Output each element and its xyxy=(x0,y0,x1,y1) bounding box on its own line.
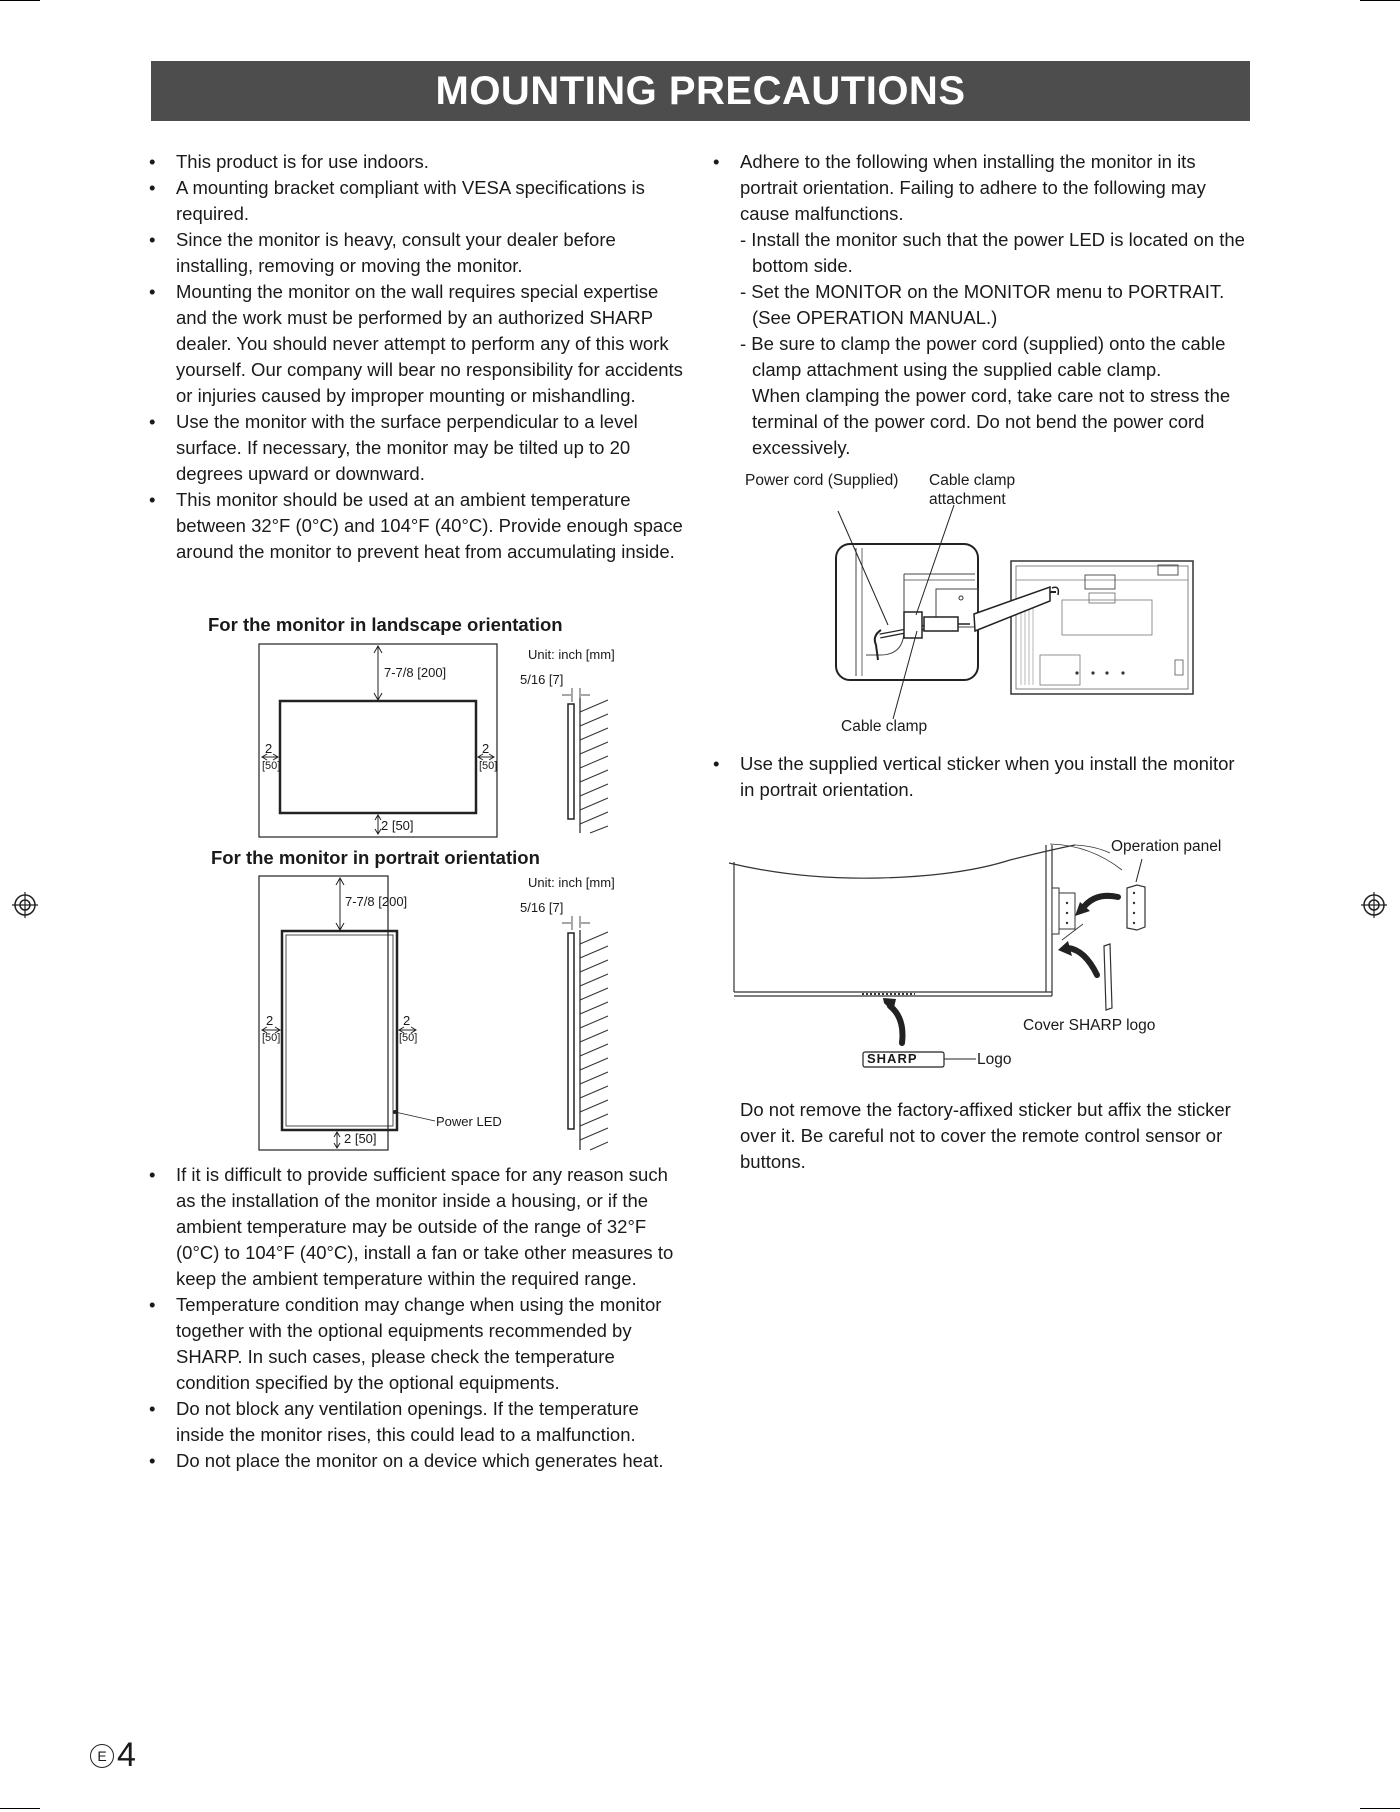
sub-item: - Set the MONITOR on the MONITOR menu to PORTRAIT. (See OPERATION MANUAL.) xyxy=(740,281,1225,328)
portrait-top-gap-label: 7-7/8 [200] xyxy=(345,894,408,909)
logo-label: Logo xyxy=(977,1051,1012,1068)
cable-clamp-attachment-label: Cable clamp xyxy=(929,472,1016,489)
portrait-intro: • Adhere to the following when installing the monitor in its portrait orientation. Failing to adhere to the following may cause malfunctions. xyxy=(740,151,1206,224)
cable-clamp-attachment-label: attachment xyxy=(929,491,1006,508)
list-item: • A mounting bracket compliant with VESA specifications is required. xyxy=(149,175,689,227)
page-title: MOUNTING PRECAUTIONS xyxy=(151,61,1250,121)
landscape-top-gap-label: 7-7/8 [200] xyxy=(384,665,447,680)
power-cord-label: Power cord (Supplied) xyxy=(745,472,899,489)
list-item: • If it is difficult to provide sufficient space for any reason such as the installation of the monitor inside a housing, or if the ambient temperature may be outside of the range of 32°F (0°C) to 104°F (40°C), install a fan or take other measures to keep the ambient temperature within the required range. xyxy=(149,1162,689,1292)
portrait-unit-label: Unit: inch [mm] xyxy=(528,875,615,890)
landscape-left-gap-label: 2 xyxy=(265,741,273,756)
page-number xyxy=(90,1736,136,1775)
cover-sharp-logo-label: Cover SHARP logo xyxy=(1023,1017,1156,1034)
landscape-unit-label: Unit: inch [mm] xyxy=(528,647,615,662)
list-item: • Do not place the monitor on a device which generates heat. xyxy=(149,1448,689,1474)
portrait-depth-gap-label: 5/16 [7] xyxy=(520,900,564,915)
page-letter: E xyxy=(90,1744,114,1768)
portrait-right-gap-label: 2 xyxy=(403,1013,411,1028)
landscape-right-gap-mm-label: [50] xyxy=(479,760,498,772)
sub-note: When clamping the power cord, take care not to stress the terminal of the power cord. Do not bend the power cord excessively. xyxy=(752,385,1231,458)
portrait-bottom-gap-label: 2 [50] xyxy=(344,1131,377,1146)
list-item: • This product is for use indoors. xyxy=(149,149,689,175)
portrait-left-gap-label: 2 xyxy=(266,1013,274,1028)
landscape-right-gap-label: 2 xyxy=(482,741,490,756)
list-item: • Mounting the monitor on the wall requires special expertise and the work must be performed by an authorized SHARP dealer. You should never attempt to perform any of this work yourself. Our company will bear no responsibility for accidents or injuries caused by improper mounting or mishandling. xyxy=(149,279,689,409)
list-item: • Do not block any ventilation openings. If the temperature inside the monitor rises, this could lead to a malfunction. xyxy=(149,1396,689,1448)
closing-note: Do not remove the factory-affixed sticker but affix the sticker over it. Be careful not to cover the remote control sensor or buttons. xyxy=(740,1099,1231,1172)
list-item: • Use the supplied vertical sticker when you install the monitor in portrait orientation. xyxy=(713,751,1253,803)
sub-item: - Install the monitor such that the power LED is located on the bottom side. xyxy=(740,229,1245,276)
portrait-figure-heading: For the monitor in portrait orientation xyxy=(211,847,540,868)
portrait-left-gap-mm-label: [50] xyxy=(262,1032,281,1044)
landscape-left-gap-mm-label: [50] xyxy=(262,760,281,772)
list-item: • Temperature condition may change when using the monitor together with the optional equipments recommended by SHARP. In such cases, please check the temperature condition specified by the optional equipments. xyxy=(149,1292,689,1396)
sub-item: - Be sure to clamp the power cord (supplied) onto the cable clamp attachment using the supplied cable clamp. xyxy=(740,333,1226,380)
list-item: • This monitor should be used at an ambient temperature between 32°F (0°C) and 104°F (40°C). Provide enough space around the monitor to prevent heat from accumulating inside. xyxy=(149,487,689,565)
landscape-figure-heading: For the monitor in landscape orientation xyxy=(208,614,563,635)
operation-panel-label: Operation panel xyxy=(1111,838,1222,855)
list-item: • Since the monitor is heavy, consult your dealer before installing, removing or moving the monitor. xyxy=(149,227,689,279)
sharp-brand-logo: SHARP xyxy=(867,1051,918,1066)
landscape-bottom-gap-label: 2 [50] xyxy=(381,818,414,833)
landscape-depth-gap-label: 5/16 [7] xyxy=(520,672,564,687)
power-led-label: Power LED xyxy=(436,1114,502,1129)
portrait-right-gap-mm-label: [50] xyxy=(399,1032,418,1044)
list-item: • Use the monitor with the surface perpendicular to a level surface. If necessary, the monitor may be tilted up to 20 degrees upward or downward. xyxy=(149,409,689,487)
page-number-value: 4 xyxy=(117,1736,136,1774)
cable-clamp-label: Cable clamp xyxy=(841,718,928,735)
